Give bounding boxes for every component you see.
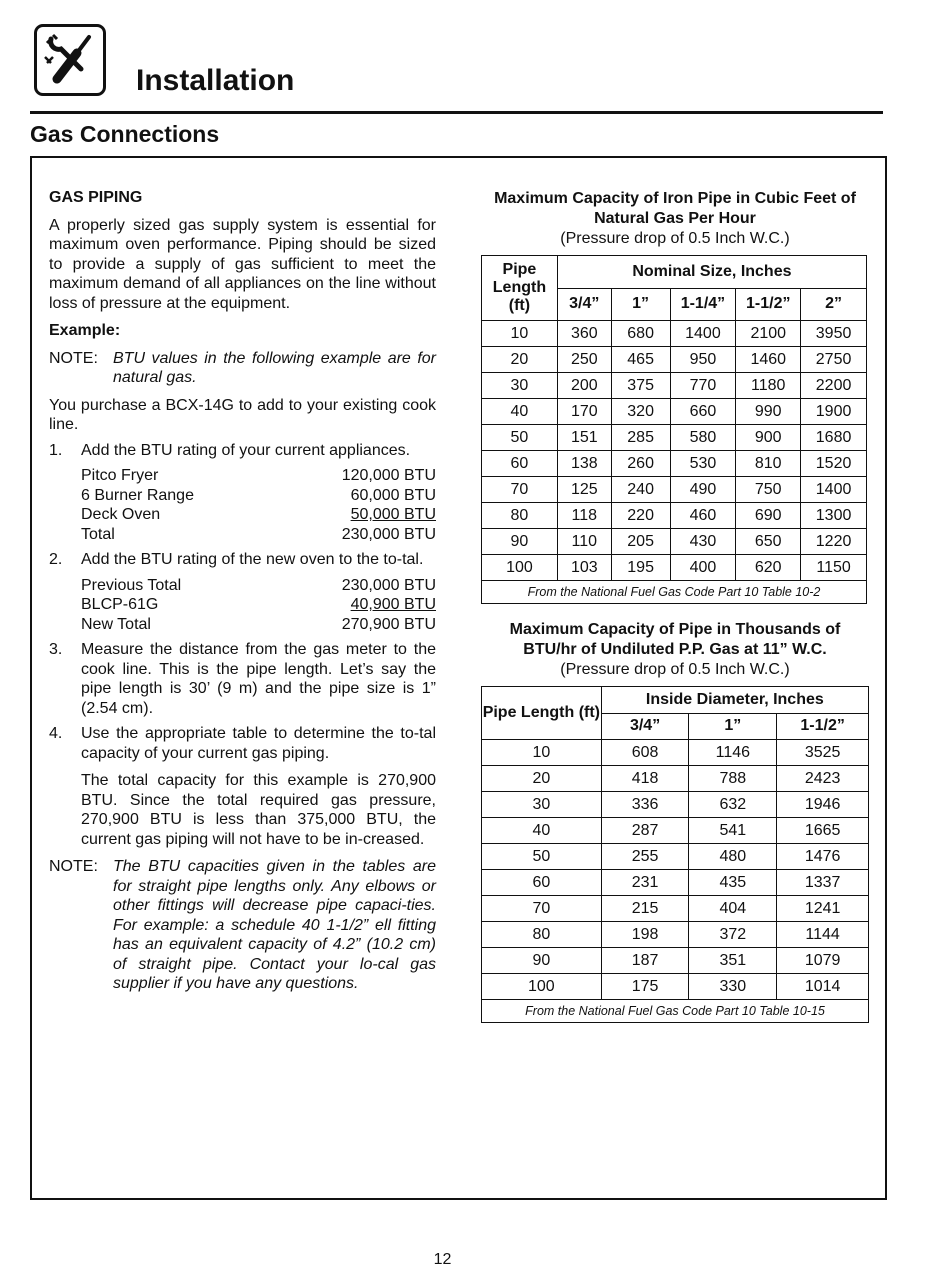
table-cell: 10 (482, 740, 602, 766)
row-header: Pipe Length (ft) (482, 687, 602, 740)
table-cell: 60 (482, 451, 558, 477)
table-cell: 2200 (801, 373, 867, 399)
table-cell: 1150 (801, 555, 867, 581)
table-cell: 336 (601, 792, 689, 818)
note-fittings (49, 857, 436, 994)
table-cell: 10 (482, 321, 558, 347)
pp-gas-capacity-table (481, 686, 869, 1023)
table-cell: 435 (689, 870, 777, 896)
note-label: NOTE: (49, 858, 98, 875)
table-cell: 660 (670, 399, 736, 425)
table-cell: 187 (601, 948, 689, 974)
table-cell: 3950 (801, 321, 867, 347)
table-cell: 1014 (777, 974, 869, 1000)
btu-value: 40,900 BTU (350, 596, 436, 613)
table-cell: 30 (482, 373, 558, 399)
table-cell: 30 (482, 792, 602, 818)
table-cell: 1337 (777, 870, 869, 896)
btu-label: Total (81, 525, 115, 543)
table-cell: 3525 (777, 740, 869, 766)
table-cell: 541 (689, 818, 777, 844)
step-3 (49, 640, 436, 718)
table-cell: 1241 (777, 896, 869, 922)
btu-row (81, 615, 436, 635)
table1-caption (481, 189, 869, 249)
table-cell: 1476 (777, 844, 869, 870)
table-cell: 770 (670, 373, 736, 399)
capacity-tables (481, 189, 869, 1023)
column-header: 3/4” (601, 713, 689, 740)
table-cell: 1220 (801, 529, 867, 555)
table-cell: 351 (689, 948, 777, 974)
btu-label: BLCP-61G (81, 596, 159, 613)
table-cell: 287 (601, 818, 689, 844)
table-cell: 100 (482, 555, 558, 581)
table-cell: 255 (601, 844, 689, 870)
gas-piping-heading: GAS PIPING (49, 189, 143, 206)
table-cell: 490 (670, 477, 736, 503)
table-cell: 530 (670, 451, 736, 477)
column-header: 1” (611, 288, 670, 321)
table-cell: 250 (557, 347, 611, 373)
table-cell: 788 (689, 766, 777, 792)
btu-value: 50,000 BTU (350, 506, 436, 523)
table-cell: 320 (611, 399, 670, 425)
table-row (482, 399, 867, 425)
btu-value: 120,000 BTU (341, 467, 436, 484)
table-row (482, 373, 867, 399)
table-row (482, 896, 869, 922)
table-cell: 198 (601, 922, 689, 948)
table-cell: 80 (482, 922, 602, 948)
btu-value: 230,000 BTU (341, 576, 436, 594)
table-cell: 1460 (736, 347, 801, 373)
table-cell: 2100 (736, 321, 801, 347)
column-header: 1-1/2” (777, 713, 869, 740)
step-text: Add the BTU rating of the new oven to the to-tal. (81, 551, 424, 568)
table-row (482, 766, 869, 792)
table-cell: 1665 (777, 818, 869, 844)
table-cell: 1146 (689, 740, 777, 766)
table-footnote-row (482, 1000, 869, 1023)
table-row (482, 503, 867, 529)
btu-value: 60,000 BTU (350, 486, 436, 504)
table-cell: 2750 (801, 347, 867, 373)
table-cell: 1900 (801, 399, 867, 425)
table-cell: 260 (611, 451, 670, 477)
column-header: 1-1/2” (736, 288, 801, 321)
example-label: Example: (49, 322, 121, 339)
table-cell: 50 (482, 425, 558, 451)
table1-subtitle: (Pressure drop of 0.5 Inch W.C.) (560, 230, 790, 247)
table-cell: 125 (557, 477, 611, 503)
section-title: Gas Connections (30, 121, 220, 147)
table-cell: 1680 (801, 425, 867, 451)
table-cell: 632 (689, 792, 777, 818)
table-cell: 215 (601, 896, 689, 922)
btu-value: 270,900 BTU (341, 615, 436, 633)
table-footnote: From the National Fuel Gas Code Part 10 Table 10-15 (482, 1000, 869, 1023)
table-cell: 20 (482, 766, 602, 792)
table-cell: 1946 (777, 792, 869, 818)
btu-row (81, 505, 436, 525)
group-header: Nominal Size, Inches (557, 256, 866, 289)
table-row (482, 948, 869, 974)
column-header: 1-1/4” (670, 288, 736, 321)
gas-piping-text (49, 188, 436, 994)
table-cell: 20 (482, 347, 558, 373)
tools-icon (34, 24, 106, 96)
table-cell: 70 (482, 896, 602, 922)
table-cell: 1400 (801, 477, 867, 503)
table-cell: 200 (557, 373, 611, 399)
table-cell: 460 (670, 503, 736, 529)
table2-caption (481, 620, 869, 680)
table-cell: 750 (736, 477, 801, 503)
table-cell: 175 (601, 974, 689, 1000)
step-4 (49, 724, 436, 849)
table1-title: Maximum Capacity of Iron Pipe in Cubic Feet of Natural Gas Per Hour (494, 190, 856, 227)
table-cell: 90 (482, 948, 602, 974)
table-cell: 90 (482, 529, 558, 555)
table-cell: 231 (601, 870, 689, 896)
step-2 (49, 550, 436, 634)
table-cell: 372 (689, 922, 777, 948)
table-footnote: From the National Fuel Gas Code Part 10 Table 10-2 (482, 581, 867, 604)
table-cell: 690 (736, 503, 801, 529)
table-row (482, 740, 869, 766)
step-number: 1. (49, 441, 63, 459)
table-cell: 430 (670, 529, 736, 555)
step-number: 3. (49, 641, 63, 658)
table-row (482, 870, 869, 896)
column-header: 1” (689, 713, 777, 740)
table-row (482, 451, 867, 477)
btu-label: Deck Oven (81, 506, 161, 523)
step-number: 4. (49, 725, 63, 742)
title-divider (30, 111, 883, 114)
table-cell: 330 (689, 974, 777, 1000)
page-title: Installation (136, 64, 295, 97)
group-header: Inside Diameter, Inches (601, 687, 868, 714)
table-cell: 220 (611, 503, 670, 529)
table-cell: 2423 (777, 766, 869, 792)
table-cell: 103 (557, 555, 611, 581)
btu-row (81, 466, 436, 486)
step-number: 2. (49, 551, 63, 568)
table-cell: 950 (670, 347, 736, 373)
btu-row (81, 595, 436, 615)
iron-pipe-capacity-table (481, 255, 867, 604)
table-cell: 418 (601, 766, 689, 792)
btu-list (81, 466, 436, 544)
column-header: 2” (801, 288, 867, 321)
table-footnote-row (482, 581, 867, 604)
btu-label: Pitco Fryer (81, 467, 159, 484)
table-cell: 404 (689, 896, 777, 922)
note-natural-gas (49, 349, 436, 388)
table-cell: 70 (482, 477, 558, 503)
table-cell: 60 (482, 870, 602, 896)
note-label: NOTE: (49, 349, 98, 367)
column-header: 3/4” (557, 288, 611, 321)
row-header: Pipe Length (ft) (482, 256, 558, 321)
step-text: Use the appropriate table to determine the to-tal capacity of your current gas piping. (81, 725, 436, 762)
table-cell: 240 (611, 477, 670, 503)
table-cell: 480 (689, 844, 777, 870)
table-cell: 100 (482, 974, 602, 1000)
table-cell: 650 (736, 529, 801, 555)
table-cell: 40 (482, 818, 602, 844)
note-text: BTU values in the following example are for natural gas. (113, 349, 436, 386)
table-cell: 50 (482, 844, 602, 870)
table-row (482, 792, 869, 818)
table-row (482, 844, 869, 870)
table-cell: 580 (670, 425, 736, 451)
table-row (482, 555, 867, 581)
intro-paragraph: A properly sized gas supply system is essential for maximum oven performance. Piping should be sized to provide a supply of gas sufficient to meet the maximum demand of all appliances on the line without loss of pressure at the equipment. (49, 216, 436, 312)
table2-title: Maximum Capacity of Pipe in Thousands of BTU/hr of Undiluted P.P. Gas at 11” W.C. (509, 621, 841, 658)
step-1 (49, 441, 436, 545)
purchase-paragraph: You purchase a BCX-14G to add to your existing cook line. (49, 396, 436, 433)
btu-row (81, 525, 436, 545)
btu-label: Previous Total (81, 576, 182, 594)
btu-row (81, 576, 436, 596)
table-cell: 1300 (801, 503, 867, 529)
page-number: 12 (433, 1251, 452, 1268)
table-cell: 1079 (777, 948, 869, 974)
table-cell: 620 (736, 555, 801, 581)
table-cell: 1180 (736, 373, 801, 399)
table-row (482, 321, 867, 347)
btu-row (81, 486, 436, 506)
table-cell: 138 (557, 451, 611, 477)
table-cell: 40 (482, 399, 558, 425)
table-row (482, 347, 867, 373)
table-cell: 900 (736, 425, 801, 451)
table2-subtitle: (Pressure drop of 0.5 Inch W.C.) (560, 661, 790, 678)
table-cell: 195 (611, 555, 670, 581)
table-cell: 118 (557, 503, 611, 529)
table-cell: 1144 (777, 922, 869, 948)
table-cell: 375 (611, 373, 670, 399)
table-row (482, 922, 869, 948)
table-cell: 285 (611, 425, 670, 451)
table-cell: 608 (601, 740, 689, 766)
table-cell: 1400 (670, 321, 736, 347)
table-cell: 151 (557, 425, 611, 451)
btu-list (81, 576, 436, 635)
btu-value: 230,000 BTU (341, 525, 436, 543)
table-row (482, 425, 867, 451)
table-row (482, 529, 867, 555)
table-cell: 80 (482, 503, 558, 529)
step-extra-text: The total capacity for this example is 270,900 BTU. Since the total required gas pressure, 270,900 BTU is less than 375,000 BTU, the current gas piping will not have to be in-creased. (81, 772, 436, 848)
table-cell: 810 (736, 451, 801, 477)
table-row (482, 818, 869, 844)
table-cell: 1520 (801, 451, 867, 477)
table-cell: 110 (557, 529, 611, 555)
btu-label: New Total (81, 615, 151, 633)
step-text: Measure the distance from the gas meter to the cook line. This is the pipe length. Let’s say the pipe length is 30’ (9 m) and the pipe size is 1” (2.54 cm). (81, 641, 436, 717)
step-text: Add the BTU rating of your current appliances. (81, 441, 411, 459)
table-row (482, 974, 869, 1000)
btu-label: 6 Burner Range (81, 486, 194, 504)
note-text: The BTU capacities given in the tables are for straight pipe lengths only. Any elbows or other fittings will decrease pipe capaci-ties. For example: a schedule 40 1-1/2” ell fitting has an equivalent capacity of 4.2” (10.2 cm) of straight pipe. Contact your lo-cal gas supplier if you have any questions. (113, 858, 436, 992)
table-cell: 680 (611, 321, 670, 347)
table-cell: 170 (557, 399, 611, 425)
table-cell: 400 (670, 555, 736, 581)
table-cell: 360 (557, 321, 611, 347)
table-cell: 205 (611, 529, 670, 555)
table-cell: 465 (611, 347, 670, 373)
table-row (482, 477, 867, 503)
table-cell: 990 (736, 399, 801, 425)
